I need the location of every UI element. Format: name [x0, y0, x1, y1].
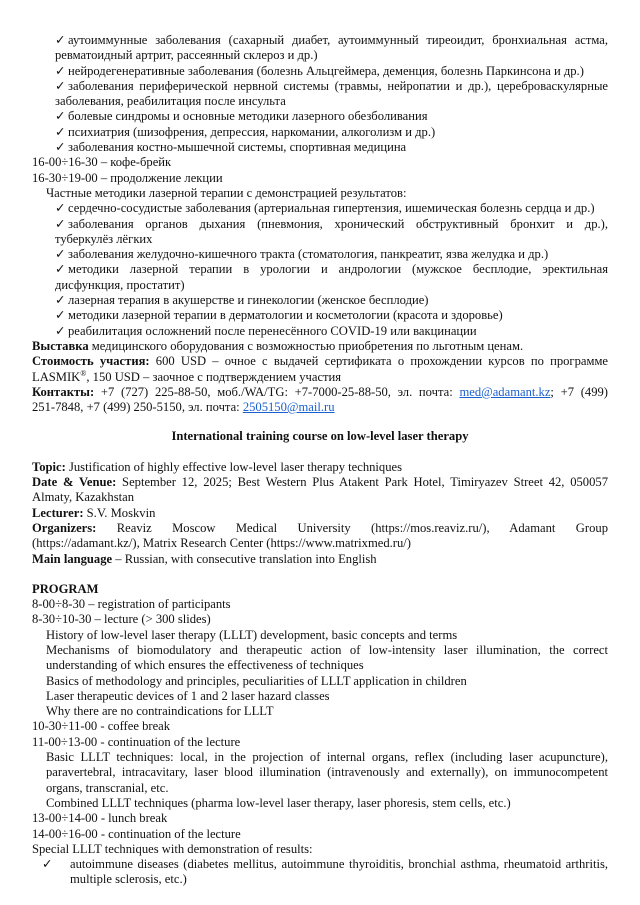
schedule-continuation-1: 11-00÷13-00 - continuation of the lecture — [32, 734, 241, 749]
check-icon: ✓ — [55, 308, 66, 323]
email-link-mail[interactable]: 2505150@mail.ru — [242, 400, 335, 415]
topic-label: Topic: — [32, 459, 66, 474]
list-item: ✓ заболевания органов дыхания (пневмония, хронический обструктивный бронхит и др.), — [55, 216, 608, 231]
contacts-paragraph: Контакты: +7 (727) 225-88-50, моб./WA/TG: +7-7000-25-88-50, эл. почта: med@adamant.kz; +7 (499) — [32, 384, 608, 399]
ru-lecture-list-bottom — [32, 201, 608, 339]
program-heading: PROGRAM — [32, 581, 99, 596]
list-item: ✓ методики лазерной терапии в дерматологии и косметологии (красота и здоровье) — [55, 308, 503, 323]
list-item-continuation: дисфункция, простатит) — [55, 277, 185, 292]
schedule-continuation-2: 14-00÷16-00 - continuation of the lecture — [32, 826, 241, 841]
check-icon: ✓ — [55, 124, 66, 139]
list-item: ✓ методики лазерной терапии в урологии и андрологии (мужское бесплодие, эректильная — [55, 262, 608, 277]
date-venue-cont: Almaty, Kazakhstan — [32, 490, 134, 505]
lecture-topic: Basics of methodology and principles, peculiarities of LLLT application in children — [46, 673, 467, 688]
email-link-adamant[interactable]: med@adamant.kz — [459, 384, 551, 399]
private-methods-heading: Частные методики лазерной терапии с демонстрацией результатов: — [46, 185, 407, 200]
course-title: International training course on low-level laser therapy — [171, 429, 469, 444]
schedule-coffee-break: 16-00÷16-30 – кофе-брейк — [32, 155, 172, 170]
lecture-topic: Why there are no contraindications for LLLT — [46, 704, 274, 719]
schedule-lecture-continuation: 16-30÷19-00 – продолжение лекции — [32, 170, 223, 185]
list-item: ✓ аутоиммунные заболевания (сахарный диабет, аутоиммунный тиреоидит, бронхиальная астма, — [55, 33, 608, 47]
exhibition-paragraph: Выставка медицинского оборудования с возможностью приобретения по льготным ценам. — [32, 338, 524, 353]
list-item: ✓ заболевания костно-мышечной системы, спортивная медицина — [55, 140, 407, 155]
check-icon: ✓ — [55, 140, 66, 155]
list-item: ✓ заболевания желудочно-кишечного тракта (стоматология, панкреатит, язва желудка и др.) — [55, 247, 549, 262]
lecture-topic: History of low-level laser therapy (LLLT) development, basic concepts and terms — [46, 627, 458, 642]
list-item-continuation: multiple sclerosis, etc.) — [70, 872, 187, 887]
main-language-label: Main language — [32, 551, 113, 566]
cost-paragraph: Стоимость участия: 600 USD – очное с выдачей сертификата о прохождении курсов по программе — [32, 354, 608, 369]
check-icon: ✓ — [55, 323, 66, 338]
ru-lecture-list-top — [32, 33, 608, 155]
schedule-lunch: 13-00÷14-00 - lunch break — [32, 811, 168, 826]
technique-topic-cont: organs, transcranial, etc. — [46, 780, 169, 795]
check-icon: ✓ — [55, 33, 66, 47]
list-item-continuation: туберкулёз лёгких — [55, 231, 153, 246]
check-icon: ✓ — [55, 201, 66, 216]
cost-label: Стоимость участия: — [32, 354, 150, 369]
check-icon: ✓ — [55, 216, 66, 231]
lecturer-paragraph: Lecturer: S.V. Moskvin — [32, 505, 156, 520]
check-icon: ✓ — [55, 63, 66, 78]
cost-paragraph-cont: LASMIK®, 150 USD – заочное с подтверждением участия — [32, 368, 342, 384]
schedule-registration: 8-00÷8-30 – registration of participants — [32, 597, 231, 612]
lecture-topic: Mechanisms of biomodulatory and therapeutic action of low-intensity laser illumination, the correct — [46, 642, 608, 657]
organizers-label: Organizers: — [32, 520, 97, 535]
lecture-topic-cont: understanding of which ensures the effectiveness of techniques — [46, 658, 364, 673]
spacer — [32, 567, 608, 582]
technique-topic-cont: paravertebral, intracavitary, laser blood illumination (intravenously and externally), on immunocompetent — [46, 765, 608, 780]
organizers-paragraph: Organizers: Reaviz Moscow Medical University (https://mos.reaviz.ru/), Adamant Group — [32, 520, 608, 535]
organizers-cont: (https://adamant.kz/), Matrix Research Center (https://www.matrixmed.ru/) — [32, 536, 411, 551]
schedule-coffee-break-en: 10-30÷11-00 - coffee break — [32, 719, 171, 734]
lecture-topic: Laser therapeutic devices of 1 and 2 laser hazard classes — [46, 688, 330, 703]
list-item: ✓ сердечно-сосудистые заболевания (артериальная гипертензия, ишемическая болезнь сердца и др.) — [55, 201, 595, 216]
list-item-continuation: заболевания, реабилитация после инсульта — [55, 94, 286, 109]
special-techniques-heading: Special LLLT techniques with demonstration of results: — [32, 841, 313, 856]
topic-paragraph: Topic: Justification of highly effective low-level laser therapy techniques — [32, 459, 403, 474]
check-icon: ✓ — [55, 109, 66, 124]
list-item: ✓ реабилитация осложнений после перенесённого COVID-19 или вакцинации — [55, 323, 477, 338]
check-icon: ✓ — [55, 293, 66, 308]
list-item: ✓ болевые синдромы и основные методики лазерного обезболивания — [55, 109, 428, 124]
list-item: ✓ психиатрия (шизофрения, депрессия, наркомании, алкоголизм и др.) — [55, 124, 436, 139]
check-icon: ✓ — [55, 247, 66, 262]
lecturer-label: Lecturer: — [32, 505, 84, 520]
contacts-paragraph-cont: 251-7848, +7 (499) 250-5150, эл. почта: 2505150@mail.ru — [32, 400, 335, 415]
date-venue-label: Date & Venue: — [32, 475, 117, 490]
date-venue-paragraph: Date & Venue: September 12, 2025; Best Western Plus Atakent Park Hotel, Timiryazev Street 42, 050057 — [32, 475, 608, 490]
list-item: ✓ заболевания периферической нервной системы (травмы, нейропатии и др.), цереброваскулярные — [55, 78, 608, 93]
list-item-continuation: ревматоидный артрит, рассеянный склероз и др.) — [55, 48, 318, 63]
list-item: ✓ лазерная терапия в акушерстве и гинекологии (женское бесплодие) — [55, 293, 429, 308]
check-icon: ✓ — [42, 857, 53, 872]
schedule-lecture: 8-30÷10-30 – lecture (> 300 slides) — [32, 612, 211, 627]
check-icon: ✓ — [55, 262, 66, 277]
exhibition-label: Выставка — [32, 338, 89, 353]
technique-topic: Combined LLLT techniques (pharma low-level laser therapy, laser phoresis, stem cells, etc.) — [46, 795, 511, 810]
main-language-paragraph: Main language – Russian, with consecutive translation into English — [32, 551, 377, 566]
check-icon: ✓ — [55, 78, 66, 93]
technique-topic: Basic LLLT techniques: local, in the projection of internal organs, reflex (including laser acupuncture), — [46, 750, 608, 765]
list-item: ✓ autoimmune diseases (diabetes mellitus, autoimmune thyroiditis, bronchial asthma, rheumatoid arthritis, — [42, 857, 608, 872]
list-item: ✓ нейродегенеративные заболевания (болезнь Альцгеймера, деменция, болезнь Паркинсона и др.) — [55, 63, 584, 78]
contacts-label: Контакты: — [32, 384, 95, 399]
